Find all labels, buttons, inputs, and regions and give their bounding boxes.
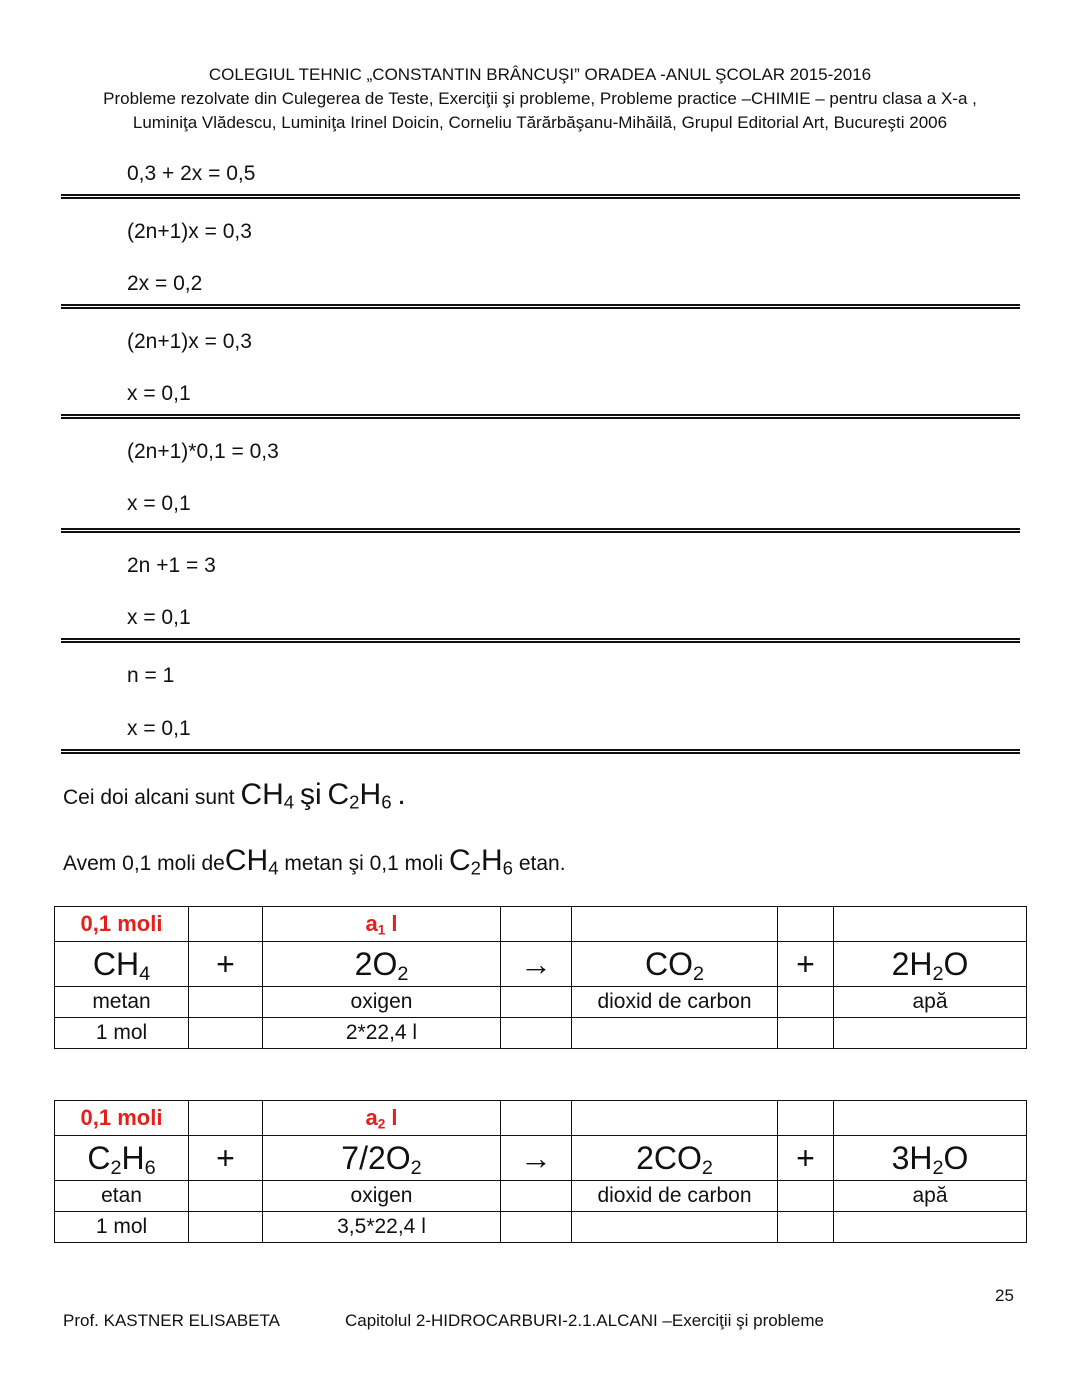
separator-5 xyxy=(61,638,1020,643)
moles-cell: 0,1 moli xyxy=(55,1101,189,1136)
plus-sign: + xyxy=(189,942,263,987)
formula-c2h6: $C_2H_6$ xyxy=(327,778,392,813)
reaction-table-ethane xyxy=(54,1100,1027,1243)
product-water-formula: $3H_2O$ xyxy=(834,1136,1027,1181)
oxygen-volume-label: $a_2$ l xyxy=(263,1101,501,1136)
equation-11: x = 0,1 xyxy=(127,717,191,740)
equation-9: x = 0,1 xyxy=(127,606,191,629)
product-water-name: apă xyxy=(834,1181,1027,1212)
equation-10: n = 1 xyxy=(127,664,175,687)
formula-c2h6: $C_2H_6$ xyxy=(448,844,513,879)
footer-chapter: Capitolul 2-HIDROCARBURI-2.1.ALCANI –Exerciţii şi probleme xyxy=(345,1311,824,1330)
product-co2-name: dioxid de carbon xyxy=(572,1181,778,1212)
plus-sign: + xyxy=(778,1136,834,1181)
equation-7: x = 0,1 xyxy=(127,492,191,515)
equation-3: 2x = 0,2 xyxy=(127,272,203,295)
product-co2-name: dioxid de carbon xyxy=(572,987,778,1018)
oxygen-name: oxigen xyxy=(263,1181,501,1212)
reactant-quantity: 1 mol xyxy=(55,1018,189,1049)
equation-8: 2n +1 = 3 xyxy=(127,554,216,577)
equation-5: x = 0,1 xyxy=(127,382,191,405)
header-source: Probleme rezolvate din Culegerea de Teste, Exerciţii şi probleme, Probleme practice –CHIMIE – pentru clasa a X-a , xyxy=(103,89,977,108)
equation-1: 0,3 + 2x = 0,5 xyxy=(127,162,256,185)
moles-cell: 0,1 moli xyxy=(55,907,189,942)
oxygen-name: oxigen xyxy=(263,987,501,1018)
oxygen-formula: $2O_2$ xyxy=(263,942,501,987)
reaction-arrow-icon: → xyxy=(501,942,572,987)
oxygen-quantity: 2*22,4 l xyxy=(263,1018,501,1049)
header-authors: Luminiţa Vlădescu, Luminiţa Irinel Doicin, Corneliu Tărărbăşanu-Mihăilă, Grupul Editorial Art, Bucureşti 2006 xyxy=(132,113,948,132)
plus-sign: + xyxy=(778,942,834,987)
oxygen-quantity: 3,5*22,4 l xyxy=(263,1212,501,1243)
page-number: 25 xyxy=(995,1286,1014,1305)
reactant-name: metan xyxy=(55,987,189,1018)
equation-4: (2n+1)x = 0,3 xyxy=(127,330,252,353)
equation-2: (2n+1)x = 0,3 xyxy=(127,220,252,243)
product-water-name: apă xyxy=(834,987,1027,1018)
separator-4 xyxy=(61,528,1020,533)
reaction-arrow-icon: → xyxy=(501,1136,572,1181)
product-co2-formula: $2CO_2$ xyxy=(572,1136,778,1181)
conclusion-moles: Avem 0,1 moli deCH$_4$ metan şi 0,1 moli $C_2H_6$ etan. xyxy=(63,844,566,879)
reactant-formula: $CH_4$ xyxy=(55,942,189,987)
formula-ch4: $CH_4$ xyxy=(224,844,279,879)
separator-2 xyxy=(61,304,1020,309)
separator-1 xyxy=(61,194,1020,199)
reactant-formula: $C_2H_6$ xyxy=(55,1136,189,1181)
plus-sign: + xyxy=(189,1136,263,1181)
reaction-table-methane xyxy=(54,906,1027,1049)
product-water-formula: $2H_2O$ xyxy=(834,942,1027,987)
equation-6: (2n+1)*0,1 = 0,3 xyxy=(127,440,279,463)
formula-ch4: $CH_4$ xyxy=(240,778,295,813)
header-school: COLEGIUL TEHNIC „CONSTANTIN BRÂNCUŞI” ORADEA -ANUL ŞCOLAR 2015-2016 xyxy=(208,65,872,84)
conclusion-alkanes: Cei doi alcani sunt $CH_4$ şi $C_2H_6$ . xyxy=(63,778,406,813)
separator-3 xyxy=(61,414,1020,419)
separator-6 xyxy=(61,749,1020,754)
oxygen-volume-label: $a_1$ l xyxy=(263,907,501,942)
oxygen-formula: $7/2O_2$ xyxy=(263,1136,501,1181)
reactant-quantity: 1 mol xyxy=(55,1212,189,1243)
product-co2-formula: $CO_2$ xyxy=(572,942,778,987)
footer-author: Prof. KASTNER ELISABETA xyxy=(63,1311,280,1330)
reactant-name: etan xyxy=(55,1181,189,1212)
